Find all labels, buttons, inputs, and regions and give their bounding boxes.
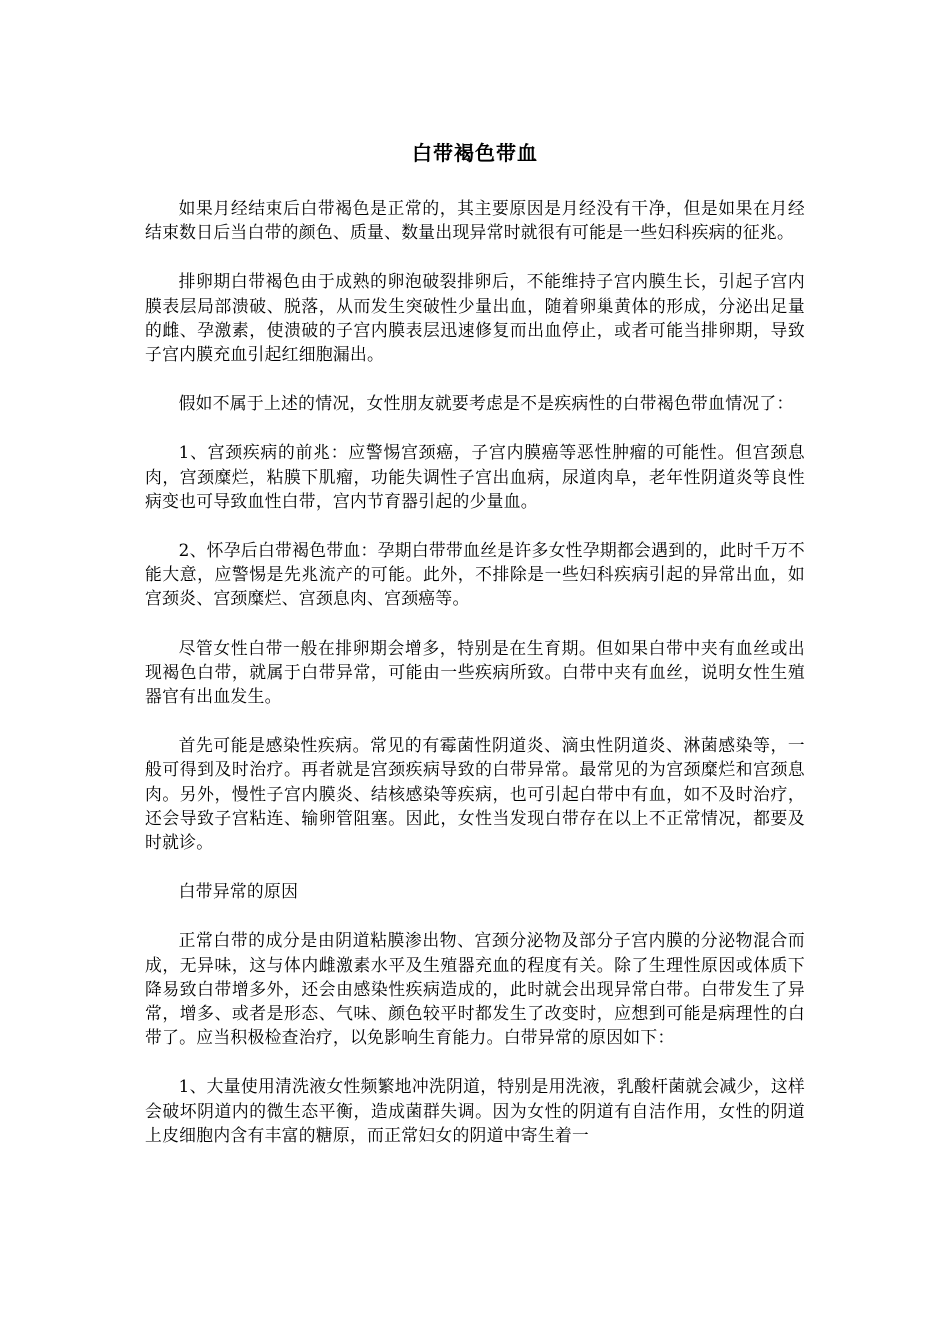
paragraph: 1、大量使用清洗液女性频繁地冲洗阴道，特别是用洗液，乳酸杆菌就会减少，这样会破坏阴道内的微生态平衡，造成菌群失调。因为女性的阴道有自洁作用，女性的阴道上皮细胞内含有丰富的糖原，而正常妇女的阴道中寄生着一 xyxy=(145,1076,805,1145)
section-heading: 白带异常的原因 xyxy=(178,881,299,902)
document-title: 白带褐色带血 xyxy=(412,141,538,165)
paragraph: 排卵期白带褐色由于成熟的卵泡破裂排卵后，不能维持子宫内膜生长，引起子宫内膜表层局部溃破、脱落，从而发生突破性少量出血，随着卵巢黄体的形成，分泌出足量的雌、孕激素，使溃破的子宫内膜表层迅速修复而出血停止，或者可能当排卵期，导致子宫内膜充血引起红细胞漏出。 xyxy=(145,271,805,365)
paragraph: 首先可能是感染性疾病。常见的有霉菌性阴道炎、滴虫性阴道炎、淋菌感染等，一般可得到及时治疗。再者就是宫颈疾病导致的白带异常。最常见的为宫颈糜烂和宫颈息肉。另外，慢性子宫内膜炎、结核感染等疾病，也可引起白带中有血，如不及时治疗，还会导致子宫粘连、输卵管阻塞。因此，女性当发现白带存在以上不正常情况，都要及时就诊。 xyxy=(145,735,805,853)
paragraph: 尽管女性白带一般在排卵期会增多，特别是在生育期。但如果白带中夹有血丝或出现褐色白带，就属于白带异常，可能由一些疾病所致。白带中夹有血丝，说明女性生殖器官有出血发生。 xyxy=(145,637,805,707)
paragraph: 正常白带的成分是由阴道粘膜渗出物、宫颈分泌物及部分子宫内膜的分泌物混合而成，无异味，这与体内雌激素水平及生殖器充血的程度有关。除了生理性原因或体质下降易致白带增多外，还会由感染性疾病造成的，此时就会出现异常白带。白带发生了异常，增多、或者是形态、气味、颜色较平时都发生了改变时，应想到可能是病理性的白带了。应当积极检查治疗，以免影响生育能力。白带异常的原因如下： xyxy=(145,930,805,1048)
paragraph: 如果月经结束后白带褐色是正常的，其主要原因是月经没有干净，但是如果在月经结束数日后当白带的颜色、质量、数量出现异常时就很有可能是一些妇科疾病的征兆。 xyxy=(145,198,805,243)
document-body xyxy=(145,196,805,1172)
paragraph: 1、宫颈疾病的前兆：应警惕宫颈癌，子宫内膜癌等恶性肿瘤的可能性。但宫颈息肉，宫颈糜烂，粘膜下肌瘤，功能失调性子宫出血病，尿道肉阜，老年性阴道炎等良性病变也可导致血性白带，宫内节育器引起的少量血。 xyxy=(145,442,805,511)
paragraph: 2、怀孕后白带褐色带血：孕期白带带血丝是许多女性孕期都会遇到的，此时千万不能大意，应警惕是先兆流产的可能。此外，不排除是一些妇科疾病引起的异常出血，如宫颈炎、宫颈糜烂、宫颈息肉、宫颈癌等。 xyxy=(145,540,805,609)
paragraph: 假如不属于上述的情况，女性朋友就要考虑是不是疾病性的白带褐色带血情况了： xyxy=(178,393,794,414)
